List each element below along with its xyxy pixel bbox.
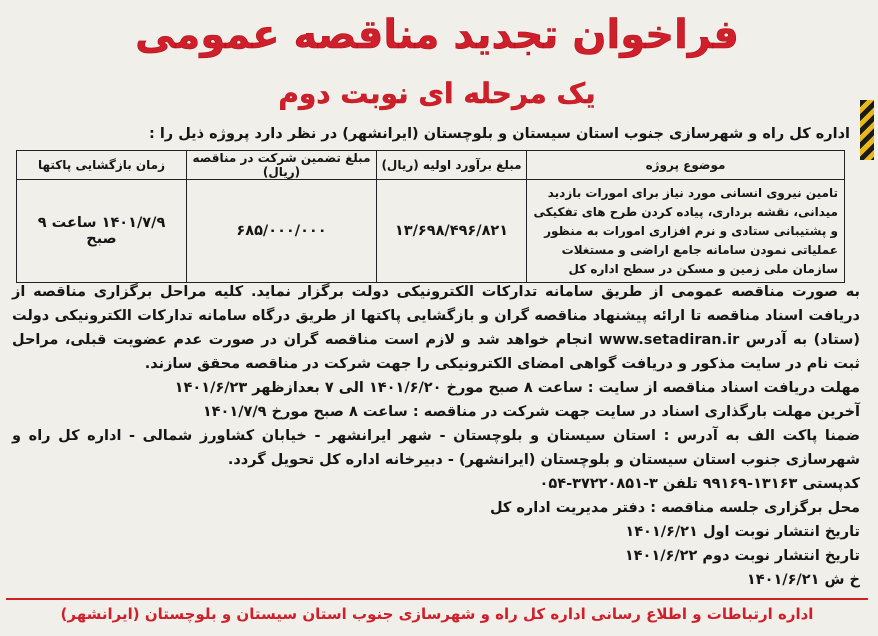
body-meeting-location: محل برگزاری جلسه مناقصه : دفتر مدیریت اداره کل bbox=[489, 500, 860, 516]
tender-notice bbox=[6, 4, 868, 630]
body-upload-deadline: آخرین مهلت بارگذاری اسناد در سایت جهت شرکت در مناقصه : ساعت ۸ صبح مورخ ۱۴۰۱/۷/۹ bbox=[202, 404, 860, 420]
tender-table bbox=[16, 150, 845, 283]
table-row bbox=[17, 180, 845, 283]
notice-subtitle: یک مرحله ای نوبت دوم bbox=[278, 77, 596, 110]
header-estimate: مبلغ برآورد اولیه (ریال) bbox=[377, 151, 527, 180]
cell-subject: تامین نیروی انسانی مورد نیاز برای امورات بازدید میدانی، نقشه برداری، پیاده کردن طرح های تفکیکی و پشتیبانی ستادی و نرم افزاری امورات به منظور عملیاتی نمودن سامانه جامع اراضی و مستغلات سازمان ملی زمین و مسکن در سطح اداره کل bbox=[527, 180, 845, 283]
intro-text: اداره کل راه و شهرسازی جنوب استان سیستان و بلوچستان (ایرانشهر) در نظر دارد پروژه ذیل را : bbox=[148, 126, 850, 142]
header-guarantee: مبلغ تضمین شرکت در مناقصه (ریال) bbox=[187, 151, 377, 180]
cell-opening: ۱۴۰۱/۷/۹ ساعت ۹ صبح bbox=[17, 180, 187, 283]
body-first-publication: تاریخ انتشار نوبت اول ۱۴۰۱/۶/۲۱ bbox=[625, 524, 860, 540]
header-opening: زمان بازگشایی پاکتها bbox=[17, 151, 187, 180]
body-ref-code: خ ش ۱۴۰۱/۶/۲۱ bbox=[746, 572, 860, 588]
body-second-publication: تاریخ انتشار نوبت دوم ۱۴۰۱/۶/۲۲ bbox=[624, 548, 860, 564]
body-envelope-address: ضمنا پاکت الف به آدرس : استان سیستان و بلوچستان - شهر ایرانشهر - خیابان کشاورز شمالی - اداره کل راه و شهرسازی جنوب استان سیستان و بلوچستان (ایرانشهر) - دبیرخانه اداره کل تحویل گردد. bbox=[12, 428, 860, 468]
body-postal-phone: کدپستی ۱۳۱۶۳-۹۹۱۶۹ تلفن ۳-۳۷۲۲۰۸۵۱-۰۵۴ bbox=[539, 476, 860, 492]
notice-title: فراخوان تجدید مناقصه عمومی bbox=[135, 12, 739, 58]
header-subject: موضوع پروژه bbox=[527, 151, 845, 180]
notice-body bbox=[12, 280, 860, 592]
body-document-deadline: مهلت دریافت اسناد مناقصه از سایت : ساعت ۸ صبح مورخ ۱۴۰۱/۶/۲۰ الی ۷ بعدازظهر ۱۴۰۱/۶/۲۳ bbox=[174, 380, 860, 396]
table-header-row bbox=[17, 151, 845, 180]
decorative-stripe bbox=[860, 100, 874, 160]
issuer-footer: اداره ارتباطات و اطلاع رسانی اداره کل راه و شهرسازی جنوب استان سیستان و بلوچستان (ایرانشهر) bbox=[60, 605, 814, 623]
body-paragraph-procedure: به صورت مناقصه عمومی از طریق سامانه تدارکات الکترونیکی دولت برگزار نماید. کلیه مراحل برگزاری مناقصه از دریافت اسناد مناقصه تا ارائه پیشنهاد مناقصه گران و بازگشایی پاکتها از طریق درگاه سامانه تدارکات الکترونیکی دولت (ستاد) به آدرس www.setadiran.ir انجام خواهد شد و لازم است مناقصه گران در صورت عدم عضویت قبلی، مراحل ثبت نام در سایت مذکور و دریافت گواهی امضای الکترونیکی را جهت شرکت در مناقصه محقق سازند. bbox=[12, 284, 860, 372]
cell-estimate: ۱۳/۶۹۸/۴۹۶/۸۲۱ bbox=[377, 180, 527, 283]
cell-guarantee: ۶۸۵/۰۰۰/۰۰۰ bbox=[187, 180, 377, 283]
